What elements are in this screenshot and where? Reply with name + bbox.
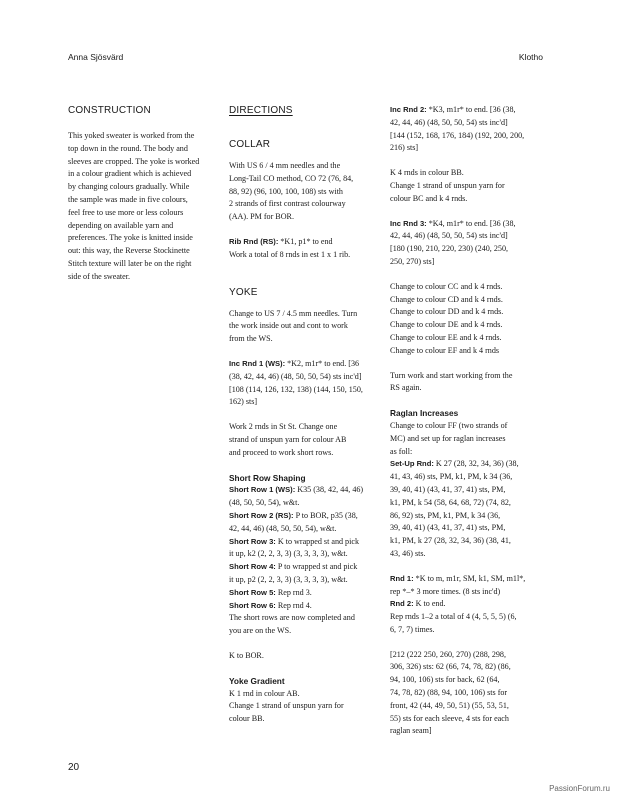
setup-round-text: K 27 (28, 32, 34, 36) (38, xyxy=(433,459,519,469)
running-header-title: Klotho xyxy=(518,52,543,62)
text-line: 43, 46) sts. xyxy=(390,548,426,558)
text-line: K to BOR. xyxy=(229,650,264,660)
text-line: 250, 270) sts] xyxy=(390,256,435,266)
construction-text xyxy=(68,130,216,284)
round-2 xyxy=(390,598,540,611)
text-line: 42, 44, 46) (48, 50, 50, 54) sts inc'd] xyxy=(390,231,508,241)
text-line: This yoked sweater is worked from the xyxy=(68,131,195,140)
text-line: K 1 rnd in colour AB. xyxy=(229,688,300,698)
text-line: from the WS. xyxy=(229,334,273,344)
short-row-5 xyxy=(229,587,377,600)
short-row-text: P to BOR, p35 (38, xyxy=(293,510,358,520)
text-line: sleeves are cropped. The yoke is worked xyxy=(68,156,200,166)
short-row-text: Rep rnd 4. xyxy=(275,600,312,610)
short-row-1 xyxy=(229,484,377,497)
raglan-column xyxy=(390,104,540,738)
text-line: (48, 50, 50, 54), w&t. xyxy=(229,498,300,508)
text-line: top down in the round. The body and xyxy=(68,143,188,153)
text-line: it up, k2 (2, 2, 3, 3) (3, 3, 3, 3), w&t. xyxy=(229,549,348,559)
yoke-gradient-heading: Yoke Gradient xyxy=(229,675,285,686)
text-line: depending on available yarn and xyxy=(68,220,174,230)
short-row-6 xyxy=(229,600,377,613)
rib-round-label: Rib Rnd (RS): xyxy=(229,236,279,246)
text-line: 39, 40, 41) (43, 41, 37, 41) sts, PM, xyxy=(390,523,506,533)
text-line: Work 2 rnds in St St. Change one xyxy=(229,422,338,432)
text-line: Change 1 strand of unspun yarn for xyxy=(390,180,505,190)
text-line: Change to colour EF and k 4 rnds xyxy=(390,345,500,355)
short-row-text: P to wrapped st and pick xyxy=(275,562,358,572)
text-line: 2 strands of first contrast colourway xyxy=(229,199,346,209)
text-line: Change to colour CD and k 4 rnds. xyxy=(390,294,503,304)
text-line: rep *–* 3 more times. (8 sts inc'd) xyxy=(390,586,501,596)
text-line: and proceed to work short rows. xyxy=(229,447,334,457)
page-number: 20 xyxy=(68,762,80,773)
text-line: raglan seam] xyxy=(390,726,432,736)
text-line: 42, 44, 46) (48, 50, 50, 54) sts inc'd] xyxy=(390,117,508,127)
text-line: 216) sts] xyxy=(390,143,419,153)
round-1-label: Rnd 1: xyxy=(390,573,414,583)
text-line: Change 1 strand of unspun yarn for xyxy=(229,701,344,711)
text-line: preferences. The yoke is knitted inside xyxy=(68,233,193,243)
inc-round-3-text: *K4, m1r* to end. [36 (38, xyxy=(426,218,516,228)
text-line: you are on the WS. xyxy=(229,626,292,636)
running-header-author: Anna Sjösvärd xyxy=(68,52,124,62)
text-line: 74, 78, 82) (88, 94, 100, 106) sts for xyxy=(390,688,508,698)
text-line: Change to colour DE and k 4 rnds. xyxy=(390,320,503,330)
text-line: 162) sts] xyxy=(229,397,258,407)
text-line: 306, 326) sts: 62 (66, 74, 78, 82) (86, xyxy=(390,662,511,672)
short-row-text: K to wrapped st and pick xyxy=(275,536,359,546)
text-line: [108 (114, 126, 132, 138) (144, 150, 150, xyxy=(229,384,363,394)
text-line: k1, PM, k 54 (58, 64, 68, 72) (74, 82, xyxy=(390,497,511,507)
text-line: 39, 40, 41) (43, 41, 37, 41) sts, PM, xyxy=(390,484,506,494)
text-line: Turn work and start working from the xyxy=(390,370,513,380)
inc-round-2-text: *K3, m1r* to end. [36 (38, xyxy=(426,105,516,114)
short-row-2 xyxy=(229,510,377,523)
text-line: as foll: xyxy=(390,446,413,456)
text-line: colour BC and k 4 rnds. xyxy=(390,193,468,203)
text-line: With US 6 / 4 mm needles and the xyxy=(229,161,341,170)
text-line: 86, 92) sts, PM, k1, PM, k 34 (36, xyxy=(390,510,501,520)
short-row-text: Rep rnd 3. xyxy=(275,587,312,597)
text-line: 55) sts for each sleeve, 4 sts for each xyxy=(390,713,509,723)
short-row-label: Short Row 6: xyxy=(229,600,276,610)
text-line: The short rows are now completed and xyxy=(229,613,355,623)
text-line: Long-Tail CO method, CO 72 (76, 84, xyxy=(229,173,354,183)
text-line: the work inside out and cont to work xyxy=(229,321,348,331)
text-line: it up, p2 (2, 2, 3, 3) (3, 3, 3, 3), w&t. xyxy=(229,574,348,584)
text-line: out: this way, the Reverse Stockinette xyxy=(68,246,190,256)
text-line: MC) and set up for raglan increases xyxy=(390,433,506,443)
inc-round-1-text: *K2, m1r* to end. [36 xyxy=(285,358,360,368)
directions-column xyxy=(229,104,377,726)
setup-round xyxy=(390,458,540,471)
round-1 xyxy=(390,573,540,586)
construction-heading: CONSTRUCTION xyxy=(68,105,151,116)
short-row-label: Short Row 1 (WS): xyxy=(229,485,296,495)
inc-round-3-label: Inc Rnd 3: xyxy=(390,218,427,228)
raglan-increases-heading: Raglan Increases xyxy=(390,408,459,419)
rib-round-text: *K1, p1* to end xyxy=(278,236,333,246)
inc-round-2 xyxy=(390,104,540,117)
text-line: front, 42 (44, 49, 50, 51) (55, 53, 51, xyxy=(390,700,509,710)
text-line: 41, 43, 46) sts, PM, k1, PM, k 34 (36, xyxy=(390,472,513,482)
text-line: (AA). PM for BOR. xyxy=(229,212,294,222)
short-row-label: Short Row 4: xyxy=(229,562,276,572)
text-line: Stitch texture will later be on the right xyxy=(68,258,192,268)
round-1-text: *K to m, m1r, SM, k1, SM, m1l*, xyxy=(413,573,526,583)
text-line: [212 (222 250, 260, 270) (288, 298, xyxy=(390,649,506,659)
text-line: Change to colour CC and k 4 rnds. xyxy=(390,281,503,291)
short-row-label: Short Row 3: xyxy=(229,536,276,546)
setup-round-label: Set-Up Rnd: xyxy=(390,459,434,469)
text-line: by changing colours gradually. While xyxy=(68,182,190,192)
round-2-label: Rnd 2: xyxy=(390,599,414,609)
short-row-shaping-heading: Short Row Shaping xyxy=(229,472,306,483)
text-line: the sample was made in five colours, xyxy=(68,194,188,204)
text-line: Change to colour FF (two strands of xyxy=(390,420,508,430)
text-line: Change to US 7 / 4.5 mm needles. Turn xyxy=(229,308,358,318)
short-row-text: K35 (38, 42, 44, 46) xyxy=(295,485,364,495)
text-line: 88, 92) (96, 100, 100, 108) sts with xyxy=(229,186,343,196)
inc-round-1 xyxy=(229,358,377,371)
text-line: Change to colour EE and k 4 rnds. xyxy=(390,332,502,342)
text-line: [144 (152, 168, 176, 184) (192, 200, 200, xyxy=(390,130,525,140)
short-row-3 xyxy=(229,536,377,549)
text-line: [180 (190, 210, 220, 230) (240, 250, xyxy=(390,244,509,254)
short-row-label: Short Row 2 (RS): xyxy=(229,510,294,520)
collar-heading: COLLAR xyxy=(229,139,271,150)
text-line: feel free to use more or less colours xyxy=(68,207,184,217)
text-line: Rep rnds 1–2 a total of 4 (4, 5, 5, 5) (6, xyxy=(390,612,517,622)
rib-round xyxy=(229,236,377,249)
text-line: in a colour gradient which is achieved xyxy=(68,169,192,179)
watermark: PassionForum.ru xyxy=(549,784,610,793)
short-row-label: Short Row 5: xyxy=(229,587,276,597)
text-line: 94, 100, 106) sts for back, 62 (64, xyxy=(390,675,500,685)
text-line: (38, 42, 44, 46) (48, 50, 50, 54) sts inc'd] xyxy=(229,371,362,381)
text-line: strand of unspun yarn for colour AB xyxy=(229,434,347,444)
round-2-text: K to end. xyxy=(413,599,446,609)
inc-round-2-label: Inc Rnd 2: xyxy=(390,105,427,114)
text-line: Work a total of 8 rnds in est 1 x 1 rib. xyxy=(229,249,351,259)
text-line: k1, PM, k 27 (28, 32, 34, 36) (38, 41, xyxy=(390,536,511,546)
text-line: 42, 44, 46) (48, 50, 50, 54), w&t. xyxy=(229,523,337,533)
inc-round-3 xyxy=(390,218,540,231)
short-row-4 xyxy=(229,561,377,574)
text-line: RS again. xyxy=(390,383,422,393)
text-line: K 4 rnds in colour BB. xyxy=(390,168,464,178)
construction-column xyxy=(68,104,216,284)
text-line: side of the sweater. xyxy=(68,271,131,281)
directions-heading: DIRECTIONS xyxy=(229,105,293,116)
text-line: 6, 7, 7) times. xyxy=(390,624,435,634)
text-line: Change to colour DD and k 4 rnds. xyxy=(390,307,504,317)
inc-round-1-label: Inc Rnd 1 (WS): xyxy=(229,358,286,368)
yoke-heading: YOKE xyxy=(229,286,258,298)
text-line: colour BB. xyxy=(229,714,265,724)
